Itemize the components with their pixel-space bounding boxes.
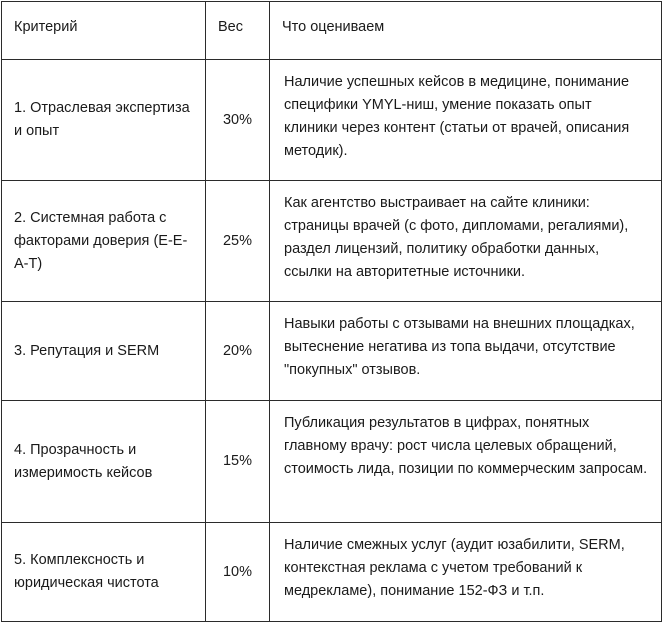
row-criterion: 5. Комплексность и юридическая чистота: [2, 523, 206, 622]
row-weight: 20%: [206, 302, 270, 401]
row-criterion: 3. Репутация и SERM: [2, 302, 206, 401]
table-row: [2, 181, 662, 302]
row-description: Наличие смежных услуг (аудит юзабилити, SERM, контекстная реклама с учетом требований к медрекламе), понимание 152-ФЗ и т.п.: [270, 523, 662, 622]
criteria-table: [1, 1, 662, 622]
row-weight: 15%: [206, 401, 270, 523]
header-weight: Вес: [206, 2, 270, 60]
row-criterion: 1. Отраслевая экспертиза и опыт: [2, 60, 206, 181]
table-row: [2, 523, 662, 622]
table-row: [2, 401, 662, 523]
row-description: Наличие успешных кейсов в медицине, понимание специфики YMYL-ниш, умение показать опыт клиники через контент (статьи от врачей, описания методик).: [270, 60, 662, 181]
header-criterion: Критерий: [2, 2, 206, 60]
row-weight: 25%: [206, 181, 270, 302]
row-description: Навыки работы с отзывами на внешних площадках, вытеснение негатива из топа выдачи, отсутствие "покупных" отзывов.: [270, 302, 662, 401]
row-weight: 10%: [206, 523, 270, 622]
table-header-row: [2, 2, 662, 60]
row-weight: 30%: [206, 60, 270, 181]
row-description: Как агентство выстраивает на сайте клиники: страницы врачей (с фото, дипломами, регалиями), раздел лицензий, политику обработки данных, ссылки на авторитетные источники.: [270, 181, 662, 302]
row-description: Публикация результатов в цифрах, понятных главному врачу: рост числа целевых обращений, стоимость лида, позиции по коммерческим запросам.: [270, 401, 662, 523]
table-row: [2, 302, 662, 401]
row-criterion: 4. Прозрачность и измеримость кейсов: [2, 401, 206, 523]
table-row: [2, 60, 662, 181]
header-description: Что оцениваем: [270, 2, 662, 60]
row-criterion: 2. Системная работа с факторами доверия (E-E-A-T): [2, 181, 206, 302]
